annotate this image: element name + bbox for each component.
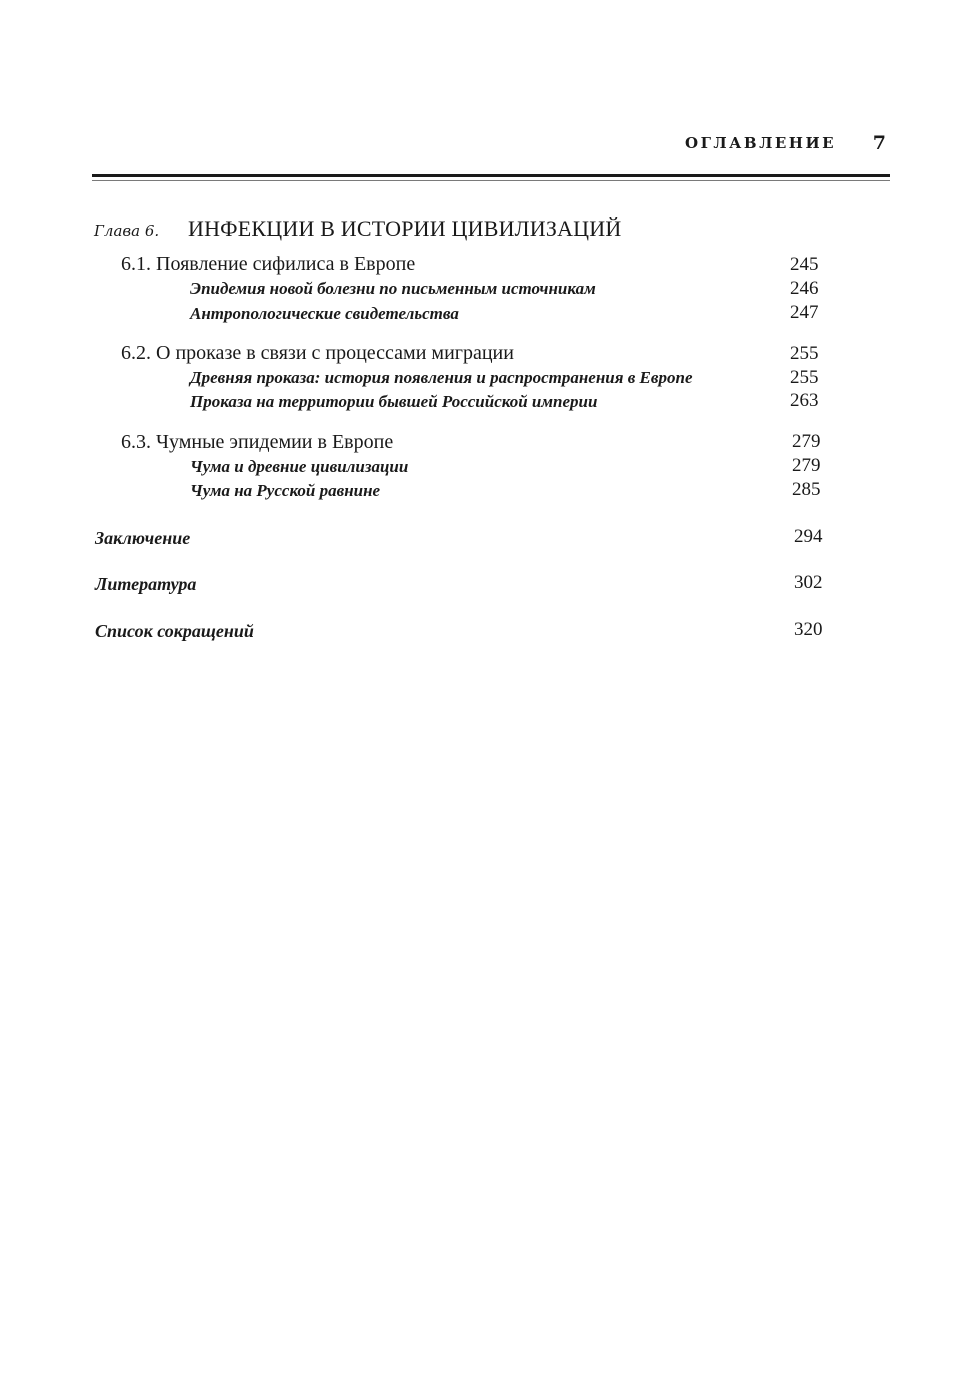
toc-section-title: 6.2. О проказе в связи с процессами миграции (121, 342, 514, 364)
toc-page-number: 302 (794, 572, 823, 593)
toc-section-title: 6.1. Появление сифилиса в Европе (121, 253, 416, 275)
toc-subsection-title: Чума и древние цивилизации (190, 457, 409, 476)
toc-page-number: 255 (790, 367, 819, 388)
toc-subsection-title: Древняя проказа: история появления и распространения в Европе (190, 368, 693, 387)
toc-page-number: 255 (790, 343, 819, 364)
toc-backmatter-title: Литература (95, 574, 197, 594)
toc-page-number: 246 (790, 278, 819, 299)
page-number: 7 (872, 132, 886, 154)
toc-page-number: 285 (792, 479, 821, 500)
toc-subsection-title: Чума на Русской равнине (190, 481, 381, 500)
toc-page-number: 279 (792, 431, 821, 452)
toc-subsection-title: Антропологические свидетельства (190, 304, 459, 323)
toc-backmatter-title: Заключение (95, 528, 191, 548)
running-header (92, 128, 890, 160)
toc-section-title: 6.3. Чумные эпидемии в Европе (121, 431, 394, 453)
toc-backmatter-title: Список сокращений (95, 621, 254, 641)
toc-page-number: 279 (792, 455, 821, 476)
toc-subsection-title: Проказа на территории бывшей Российской империи (190, 392, 598, 411)
running-title: ОГЛАВЛЕНИЕ (685, 134, 837, 152)
header-rule-thin (92, 180, 890, 181)
toc-page-number: 320 (794, 619, 823, 640)
chapter-heading (94, 216, 621, 246)
chapter-title: ИНФЕКЦИИ В ИСТОРИИ ЦИВИЛИЗАЦИЙ (188, 216, 622, 241)
toc-subsection-title: Эпидемия новой болезни по письменным источникам (190, 279, 596, 298)
toc-page-number: 263 (790, 390, 819, 411)
toc-page-number: 245 (790, 254, 819, 275)
toc-page-number: 247 (790, 302, 819, 323)
chapter-label: Глава 6. (94, 222, 160, 240)
header-rule (92, 174, 890, 177)
toc-page-number: 294 (794, 526, 823, 547)
